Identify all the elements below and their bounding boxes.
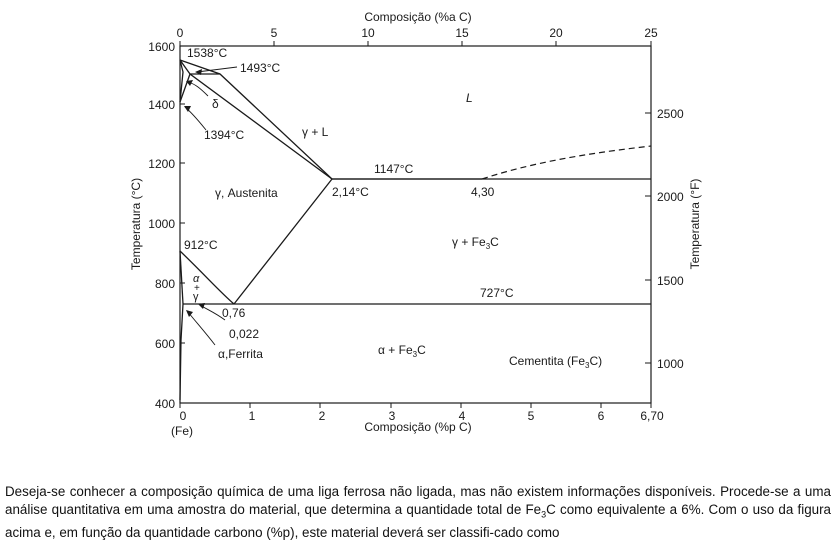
bottom-tick-label: 1 [248, 409, 256, 423]
bottom-axis-title: Composição (%p C) [364, 420, 472, 434]
bottom-tick-label: 4 [458, 409, 466, 423]
label-076: 0,76 [222, 306, 246, 320]
label-gamma-small: γ [193, 291, 199, 303]
label-liquid: L [466, 91, 473, 105]
label-alpha: α [193, 273, 200, 285]
label-1538: 1538°C [187, 46, 228, 60]
bottom-tick-label: 3 [388, 409, 396, 423]
bottom-tick-label: 6,70 [640, 409, 664, 423]
top-axis-title: Composição (%a C) [364, 10, 472, 24]
right-axis-ticks [645, 113, 651, 363]
question-text [5, 483, 831, 542]
leader-ferrite [188, 312, 215, 345]
label-ferrite: α,Ferrita [218, 347, 263, 361]
left-tick-label: 1000 [148, 217, 175, 231]
bottom-tick-label: 6 [597, 409, 605, 423]
label-214: 2,14°C [332, 185, 369, 199]
top-tick-label: 5 [270, 26, 278, 40]
label-plus: + [194, 283, 200, 294]
bottom-tick-label: 0 [179, 409, 187, 423]
top-axis-ticks [180, 41, 651, 46]
top-tick-label: 15 [455, 26, 469, 40]
right-tick-label: 2000 [657, 190, 684, 204]
label-delta: δ [212, 97, 219, 111]
right-tick-label: 1000 [657, 357, 684, 371]
left-tick-label: 600 [154, 337, 175, 351]
right-tick-label: 1500 [657, 274, 684, 288]
solidus-line [180, 60, 332, 179]
liquidus-line [180, 60, 482, 179]
label-727: 727°C [480, 286, 514, 300]
bottom-axis-ticks [180, 403, 651, 408]
question-part-2: C como equivalente a 6%. Com o uso da figura acima e, em função da quantidade carbono (%p), este material deverá ser classifi-cado como [5, 502, 831, 540]
label-gamma-fe3c: $\gamma + Fe_3C$ [452, 235, 499, 251]
leader-arrows [185, 67, 237, 345]
liquidus-dashed-line [482, 146, 651, 179]
label-1394: 1394°C [204, 128, 245, 142]
label-alpha-fe3c: $\alpha + Fe_3C$ [378, 343, 426, 359]
bottom-tick-label: 2 [318, 409, 326, 423]
question-subscript: 3 [541, 509, 547, 520]
left-tick-label: 1600 [148, 40, 175, 54]
label-1147: 1147°C [374, 162, 414, 176]
top-tick-label: 0 [176, 26, 184, 40]
leader-delta [188, 82, 208, 96]
top-tick-label: 20 [549, 26, 563, 40]
top-tick-label: 25 [644, 26, 658, 40]
right-axis-title: Temperatura (°F) [688, 178, 702, 270]
label-0022: 0,022 [229, 327, 260, 341]
label-430: 4,30 [471, 185, 495, 199]
left-tick-label: 800 [154, 277, 175, 291]
label-cementite: Cementita $(Fe_3C)$ [509, 354, 603, 370]
right-tick-label: 2500 [657, 107, 684, 121]
left-axis-title: Temperatura (°C) [129, 177, 143, 271]
top-tick-label: 10 [361, 26, 375, 40]
label-gamma-l: γ + L [302, 125, 329, 139]
left-tick-label: 400 [154, 397, 175, 411]
label-austenite: γ, Austenita [215, 186, 278, 200]
label-1493: 1493°C [240, 61, 281, 75]
question-part-1: Deseja-se conhecer a composição química de uma liga ferrosa não ligada, mas não existem informações disponíveis. Procede-se a uma análise quantitativa em uma amostra do material, que determina a quantidade total de Fe [5, 484, 831, 517]
bottom-tick-label: 5 [527, 409, 535, 423]
left-tick-label: 1200 [148, 157, 175, 171]
bottom-origin-label: (Fe) [171, 424, 193, 438]
left-tick-label: 1400 [148, 98, 175, 112]
a3-line [180, 251, 234, 304]
label-912: 912°C [184, 238, 218, 252]
